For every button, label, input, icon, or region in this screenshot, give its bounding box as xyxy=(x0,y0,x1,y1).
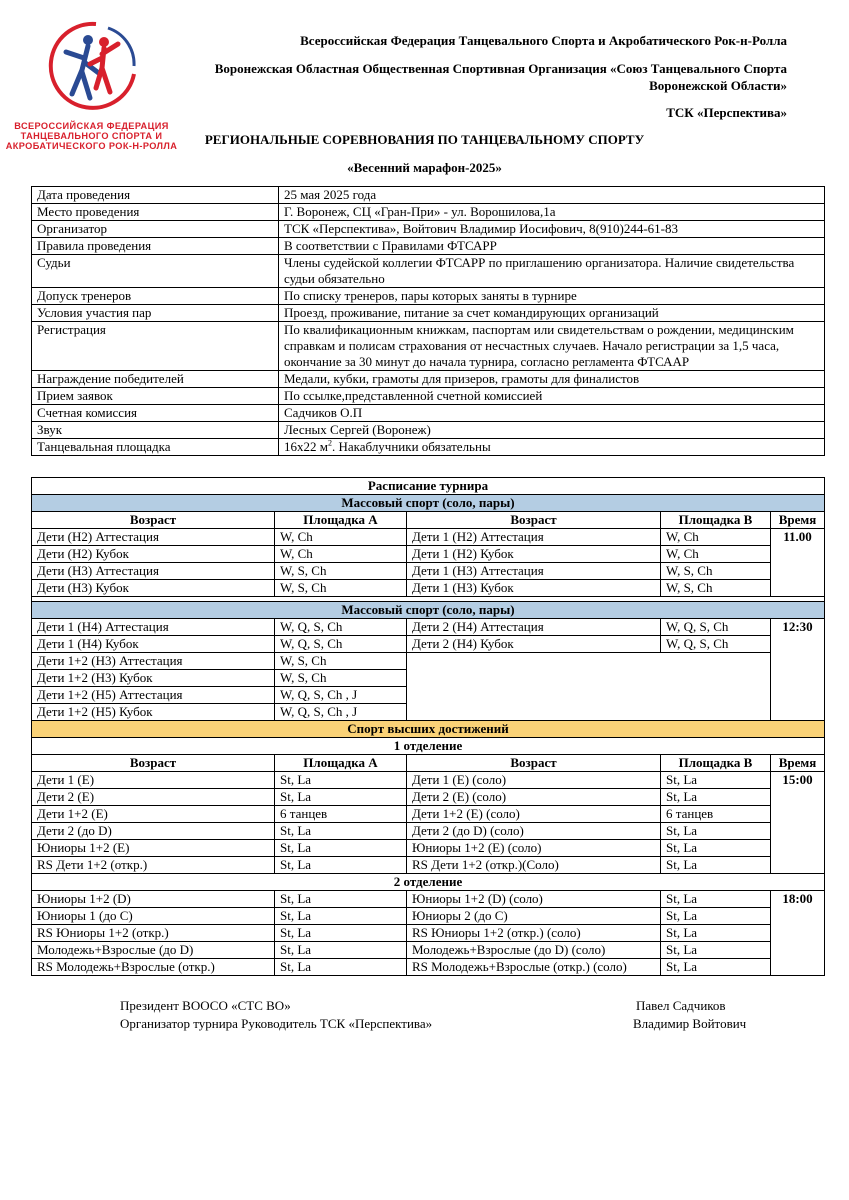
info-label: Награждение победителей xyxy=(32,371,279,388)
table-row xyxy=(32,529,825,546)
col-floor-a: Площадка А xyxy=(275,512,407,529)
dances-a: W, Q, S, Ch , J xyxy=(275,687,407,704)
dances-a: St, La xyxy=(275,789,407,806)
col-age-a: Возраст xyxy=(32,755,275,772)
info-value: 25 мая 2025 года xyxy=(279,187,825,204)
age-a: Молодежь+Взрослые (до D) xyxy=(32,942,275,959)
table-row xyxy=(32,546,825,563)
dances-a: W, Q, S, Ch xyxy=(275,636,407,653)
info-value: По ссылке,представленной счетной комиссией xyxy=(279,388,825,405)
info-value: Г. Воронеж, СЦ «Гран-При» - ул. Ворошилова,1а xyxy=(279,204,825,221)
info-value: Проезд, проживание, питание за счет командирующих организаций xyxy=(279,305,825,322)
age-b: RS Юниоры 1+2 (откр.) (соло) xyxy=(407,925,661,942)
age-a: Дети 1 (Е) xyxy=(32,772,275,789)
info-label: Регистрация xyxy=(32,322,279,371)
info-value: ТСК «Перспектива», Войтович Владимир Иосифович, 8(910)244-61-83 xyxy=(279,221,825,238)
table-row xyxy=(32,823,825,840)
dances-a: W, Q, S, Ch xyxy=(275,619,407,636)
dances-a: 6 танцев xyxy=(275,806,407,823)
info-row-judges xyxy=(32,255,825,288)
header-organization-line2: Воронежской Области» xyxy=(649,78,787,93)
age-b: Дети 1 (Н2) Аттестация xyxy=(407,529,661,546)
info-value: Члены судейской коллегии ФТСАРР по приглашению организатора. Наличие свидетельства судьи обязательно xyxy=(279,255,825,288)
mass-sport-band-2: Массовый спорт (соло, пары) xyxy=(32,602,825,619)
info-table xyxy=(31,186,825,456)
age-a: Дети (Н2) Аттестация xyxy=(32,529,275,546)
dances-b: 6 танцев xyxy=(661,806,771,823)
schedule-header-row xyxy=(32,512,825,529)
age-b: Юниоры 1+2 (D) (соло) xyxy=(407,891,661,908)
dances-b: W, Q, S, Ch xyxy=(661,619,771,636)
info-row-floor xyxy=(32,439,825,456)
footer-role-president: Президент ВООСО «СТС ВО» xyxy=(120,998,291,1013)
age-b: Дети 1 (Н3) Аттестация xyxy=(407,563,661,580)
dances-a: St, La xyxy=(275,840,407,857)
table-row xyxy=(32,942,825,959)
dances-a: St, La xyxy=(275,772,407,789)
table-row xyxy=(32,840,825,857)
info-row-place xyxy=(32,204,825,221)
header-club: ТСК «Перспектива» xyxy=(666,105,787,120)
dances-a: St, La xyxy=(275,908,407,925)
age-a: Дети 2 (до D) xyxy=(32,823,275,840)
age-a: Дети (Н3) Аттестация xyxy=(32,563,275,580)
session-time: 15:00 xyxy=(771,772,825,874)
page-title: РЕГИОНАЛЬНЫЕ СОРЕВНОВАНИЯ ПО ТАНЦЕВАЛЬНОМУ СПОРТУ xyxy=(204,132,645,147)
info-row-counting xyxy=(32,405,825,422)
dances-b: St, La xyxy=(661,823,771,840)
floor-note: . Накаблучники обязательны xyxy=(331,439,491,454)
federation-logo xyxy=(4,18,179,150)
info-label: Звук xyxy=(32,422,279,439)
age-a: RS Дети 1+2 (откр.) xyxy=(32,857,275,874)
table-row xyxy=(32,908,825,925)
table-row xyxy=(32,857,825,874)
part2-title: 2 отделение xyxy=(32,874,825,891)
col-age-b: Возраст xyxy=(407,755,661,772)
dances-b: W, S, Ch xyxy=(661,563,771,580)
dances-a: W, Q, S, Ch , J xyxy=(275,704,407,721)
table-row xyxy=(32,653,825,670)
schedule-title: Расписание турнира xyxy=(32,478,825,495)
dances-b: W, Ch xyxy=(661,546,771,563)
age-b: RS Молодежь+Взрослые (откр.) (соло) xyxy=(407,959,661,976)
info-value: В соответствии с Правилами ФТСАРР xyxy=(279,238,825,255)
dances-a: St, La xyxy=(275,857,407,874)
info-label: Дата проведения xyxy=(32,187,279,204)
age-a: Юниоры 1 (до С) xyxy=(32,908,275,925)
session-time: 11.00 xyxy=(771,529,825,597)
footer-role-organizer: Организатор турнира Руководитель ТСК «Перспектива» xyxy=(120,1016,433,1031)
dances-a: W, S, Ch xyxy=(275,653,407,670)
age-b: Молодежь+Взрослые (до D) (соло) xyxy=(407,942,661,959)
dances-a: St, La xyxy=(275,891,407,908)
dances-a: St, La xyxy=(275,959,407,976)
dances-b: St, La xyxy=(661,925,771,942)
table-row xyxy=(32,772,825,789)
col-age-b: Возраст xyxy=(407,512,661,529)
age-a: Дети 1+2 (Е) xyxy=(32,806,275,823)
dances-b: St, La xyxy=(661,891,771,908)
age-b: Дети 2 (Н4) Кубок xyxy=(407,636,661,653)
age-a: Юниоры 1+2 (Е) xyxy=(32,840,275,857)
dances-b: St, La xyxy=(661,908,771,925)
dances-b: St, La xyxy=(661,789,771,806)
age-a: RS Молодежь+Взрослые (откр.) xyxy=(32,959,275,976)
floor-size: 16х22 м xyxy=(284,439,328,454)
info-value: Садчиков О.П xyxy=(279,405,825,422)
schedule-header-row xyxy=(32,755,825,772)
table-row xyxy=(32,619,825,636)
info-label: Место проведения xyxy=(32,204,279,221)
age-a: Дети 1+2 (Н5) Аттестация xyxy=(32,687,275,704)
table-row xyxy=(32,959,825,976)
dances-b: St, La xyxy=(661,772,771,789)
info-row-conditions xyxy=(32,305,825,322)
info-row-awards xyxy=(32,371,825,388)
info-value: По списку тренеров, пары которых заняты в турнире xyxy=(279,288,825,305)
part1-title: 1 отделение xyxy=(32,738,825,755)
info-value: Лесных Сергей (Воронеж) xyxy=(279,422,825,439)
info-label: Танцевальная площадка xyxy=(32,439,279,456)
age-b: RS Дети 1+2 (откр.)(Соло) xyxy=(407,857,661,874)
age-a: Дети 1+2 (Н3) Кубок xyxy=(32,670,275,687)
page-subtitle: «Весенний марафон-2025» xyxy=(347,160,502,175)
age-b: Дети 2 (до D) (соло) xyxy=(407,823,661,840)
table-row xyxy=(32,580,825,597)
dances-b: W, Q, S, Ch xyxy=(661,636,771,653)
age-b: Дети 2 (Н4) Аттестация xyxy=(407,619,661,636)
dances-b: W, Ch xyxy=(661,529,771,546)
dances-a: W, Ch xyxy=(275,529,407,546)
info-label: Допуск тренеров xyxy=(32,288,279,305)
info-row-date xyxy=(32,187,825,204)
info-label: Условия участия пар xyxy=(32,305,279,322)
floor-unit-sup: 2 xyxy=(327,438,332,448)
footer-name-organizer: Владимир Войтович xyxy=(633,1016,747,1031)
dances-b: St, La xyxy=(661,840,771,857)
info-value xyxy=(279,439,825,456)
age-b: Юниоры 1+2 (Е) (соло) xyxy=(407,840,661,857)
dances-b: W, S, Ch xyxy=(661,580,771,597)
dances-a: W, S, Ch xyxy=(275,580,407,597)
age-a: Дети 1+2 (Н5) Кубок xyxy=(32,704,275,721)
dances-a: W, Ch xyxy=(275,546,407,563)
age-b: Дети 1 (Е) (соло) xyxy=(407,772,661,789)
table-row xyxy=(32,891,825,908)
table-row xyxy=(32,925,825,942)
age-a: RS Юниоры 1+2 (откр.) xyxy=(32,925,275,942)
info-label: Организатор xyxy=(32,221,279,238)
info-label: Прием заявок xyxy=(32,388,279,405)
dances-a: W, S, Ch xyxy=(275,670,407,687)
dancing-couple-logo-icon xyxy=(44,18,140,116)
age-a: Дети 1 (Н4) Аттестация xyxy=(32,619,275,636)
dances-a: St, La xyxy=(275,925,407,942)
header-federation: Всероссийская Федерация Танцевального Спорта и Акробатического Рок-н-Ролла xyxy=(300,33,787,48)
dances-b: St, La xyxy=(661,959,771,976)
age-b: Дети 1 (Н3) Кубок xyxy=(407,580,661,597)
age-a: Дети 1+2 (Н3) Аттестация xyxy=(32,653,275,670)
col-age-a: Возраст xyxy=(32,512,275,529)
table-row xyxy=(32,563,825,580)
info-label: Счетная комиссия xyxy=(32,405,279,422)
logo-text-line: ТАНЦЕВАЛЬНОГО СПОРТА И xyxy=(20,131,163,141)
age-b: Юниоры 2 (до С) xyxy=(407,908,661,925)
age-b: Дети 2 (Е) (соло) xyxy=(407,789,661,806)
table-row xyxy=(32,789,825,806)
info-value: Медали, кубки, грамоты для призеров, грамоты для финалистов xyxy=(279,371,825,388)
dances-b: St, La xyxy=(661,942,771,959)
age-a: Дети 1 (Н4) Кубок xyxy=(32,636,275,653)
info-row-coaches xyxy=(32,288,825,305)
empty-floor-b xyxy=(407,653,771,721)
age-a: Дети (Н2) Кубок xyxy=(32,546,275,563)
info-row-sound xyxy=(32,422,825,439)
footer-name-president: Павел Садчиков xyxy=(636,998,726,1013)
mass-sport-band-1: Массовый спорт (соло, пары) xyxy=(32,495,825,512)
age-a: Дети (Н3) Кубок xyxy=(32,580,275,597)
logo-text-line: АКРОБАТИЧЕСКОГО РОК-Н-РОЛЛА xyxy=(5,141,178,151)
age-b: Дети 1 (Н2) Кубок xyxy=(407,546,661,563)
table-row xyxy=(32,636,825,653)
col-floor-b: Площадка В xyxy=(661,755,771,772)
info-row-registration xyxy=(32,322,825,371)
info-label: Судьи xyxy=(32,255,279,288)
logo-text-line: ВСЕРОССИЙСКАЯ ФЕДЕРАЦИЯ xyxy=(14,121,169,131)
high-sport-band: Спорт высших достижений xyxy=(32,721,825,738)
age-a: Дети 2 (Е) xyxy=(32,789,275,806)
table-row xyxy=(32,806,825,823)
col-time: Время xyxy=(771,512,825,529)
age-b: Дети 1+2 (Е) (соло) xyxy=(407,806,661,823)
col-floor-b: Площадка В xyxy=(661,512,771,529)
info-label: Правила проведения xyxy=(32,238,279,255)
info-row-organizer xyxy=(32,221,825,238)
dances-a: W, S, Ch xyxy=(275,563,407,580)
age-a: Юниоры 1+2 (D) xyxy=(32,891,275,908)
col-time: Время xyxy=(771,755,825,772)
dances-a: St, La xyxy=(275,823,407,840)
session-time: 12:30 xyxy=(771,619,825,721)
col-floor-a: Площадка А xyxy=(275,755,407,772)
dances-b: St, La xyxy=(661,857,771,874)
info-row-applications xyxy=(32,388,825,405)
schedule-table xyxy=(31,477,825,976)
dances-a: St, La xyxy=(275,942,407,959)
header-organization-line1: Воронежская Областная Общественная Спортивная Организация «Союз Танцевального Спорта xyxy=(214,61,787,76)
info-row-rules xyxy=(32,238,825,255)
info-value: По квалификационным книжкам, паспортам или свидетельствам о рождении, медицинским справкам и полисам страхования от несчастных случаев. Начало регистрации за 1,5 часа, окончание за 30 минут до начала турнира, согласно регламента ФТСААР xyxy=(279,322,825,371)
session-time: 18:00 xyxy=(771,891,825,976)
